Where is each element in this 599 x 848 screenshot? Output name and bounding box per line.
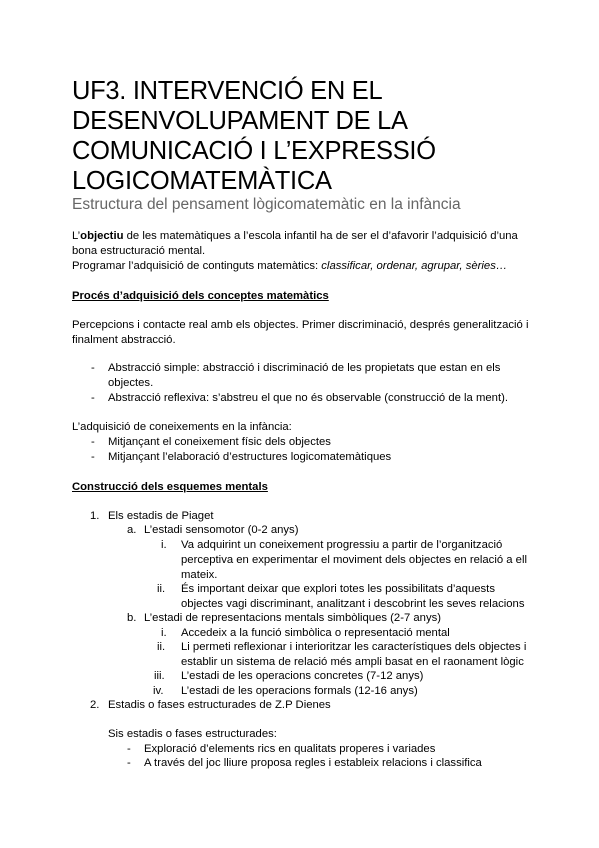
section1-para-line-1: Percepcions i contacte real amb els objectes. Primer discriminació, després generalització i xyxy=(72,319,529,331)
item-dienes: Estadis o fases estructurades de Z.P Dienes xyxy=(108,699,331,711)
list-marker: iv. xyxy=(153,685,164,697)
operacions-formals: L’estadi de les operacions formals (12-16 anys) xyxy=(181,685,418,697)
list-marker: a. xyxy=(127,524,137,536)
list-marker: iii. xyxy=(154,670,165,682)
sensomotor-i-line-1: Va adquirint un coneixement progressiu a partir de l’organització xyxy=(181,539,503,551)
section1-para-2: L’adquisició de coneixements en la infància: xyxy=(72,421,292,433)
sensomotor-i-line-2: perceptiva en experimentar el moviment dels objectes en relació a ell xyxy=(181,554,527,566)
document-title: UF3. INTERVENCIÓ EN EL DESENVOLUPAMENT DE LA COMUNICACIÓ I L’EXPRESSIÓ LOGICOMATEMÀTICA xyxy=(72,77,436,195)
representacions-ii-line-2: establir un sistema de relació més ampli basat en el raonament lògic xyxy=(181,656,524,668)
sensomotor-ii-line-2: objectes vagi discriminant, analitzant i descobrint les seves relacions xyxy=(181,598,525,610)
list-marker: b. xyxy=(127,612,137,624)
sensomotor-ii-line-1: És important deixar que explori totes les possibilitats d’aquests xyxy=(181,583,495,595)
list-marker: 1. xyxy=(90,510,100,522)
document-subtitle: Estructura del pensament lògicomatemàtic en la infància xyxy=(72,196,461,213)
section-heading-proces: Procés d’adquisició dels conceptes matemàtics xyxy=(72,290,329,302)
representacions-ii-line-1: Li permeti reflexionar i interioritzar les característiques dels objectes i xyxy=(181,641,527,653)
list-marker: ii. xyxy=(157,641,166,653)
dash-marker: - xyxy=(91,451,95,463)
intro-line-3: Programar l’adquisició de continguts matemàtics: classificar, ordenar, agrupar, sèries… xyxy=(72,260,508,272)
bullet-abstraccio-simple-1: Abstracció simple: abstracció i discriminació de les propietats que estan en els xyxy=(108,362,501,374)
list-marker: 2. xyxy=(90,699,100,711)
intro-line-1: L’objectiu de les matemàtiques a l’escola infantil ha de ser el d’afavorir l’adquisició d’una xyxy=(72,230,518,242)
list-marker: i. xyxy=(161,627,167,639)
dash-marker: - xyxy=(91,362,95,374)
dash-marker: - xyxy=(91,392,95,404)
dash-marker: - xyxy=(91,436,95,448)
item-piaget: Els estadis de Piaget xyxy=(108,510,214,522)
item-sensomotor: L’estadi sensomotor (0-2 anys) xyxy=(144,524,299,536)
bullet-joc-lliure: A través del joc lliure proposa regles i estableix relacions i classifica xyxy=(144,757,482,769)
objectiu-bold: objectiu xyxy=(80,230,124,242)
section2-para: Sis estadis o fases estructurades: xyxy=(108,728,277,740)
bullet-abstraccio-simple-2: objectes. xyxy=(108,377,154,389)
intro-line-2: bona estructuració mental. xyxy=(72,245,206,257)
section-heading-construccio: Construcció dels esquemes mentals xyxy=(72,481,268,493)
representacions-i: Accedeix a la funció simbòlica o representació mental xyxy=(181,627,450,639)
bullet-estructures: Mitjançant l’elaboració d’estructures logicomatemàtiques xyxy=(108,451,392,463)
dash-marker: - xyxy=(127,757,131,769)
item-representacions: L’estadi de representacions mentals simbòliques (2-7 anys) xyxy=(144,612,442,624)
operacions-concretes: L’estadi de les operacions concretes (7-12 anys) xyxy=(181,670,424,682)
bullet-coneixement-fisic: Mitjançant el coneixement físic dels objectes xyxy=(108,436,331,448)
section1-para-line-2: finalment abstracció. xyxy=(72,334,176,346)
sensomotor-i-line-3: mateix. xyxy=(181,569,218,581)
dash-marker: - xyxy=(127,743,131,755)
bullet-exploracio: Exploració d’elements rics en qualitats properes i variades xyxy=(144,743,436,755)
list-marker: i. xyxy=(161,539,167,551)
bullet-abstraccio-reflexiva: Abstracció reflexiva: s’abstreu el que no és observable (construcció de la ment). xyxy=(108,392,508,404)
list-marker: ii. xyxy=(157,583,166,595)
